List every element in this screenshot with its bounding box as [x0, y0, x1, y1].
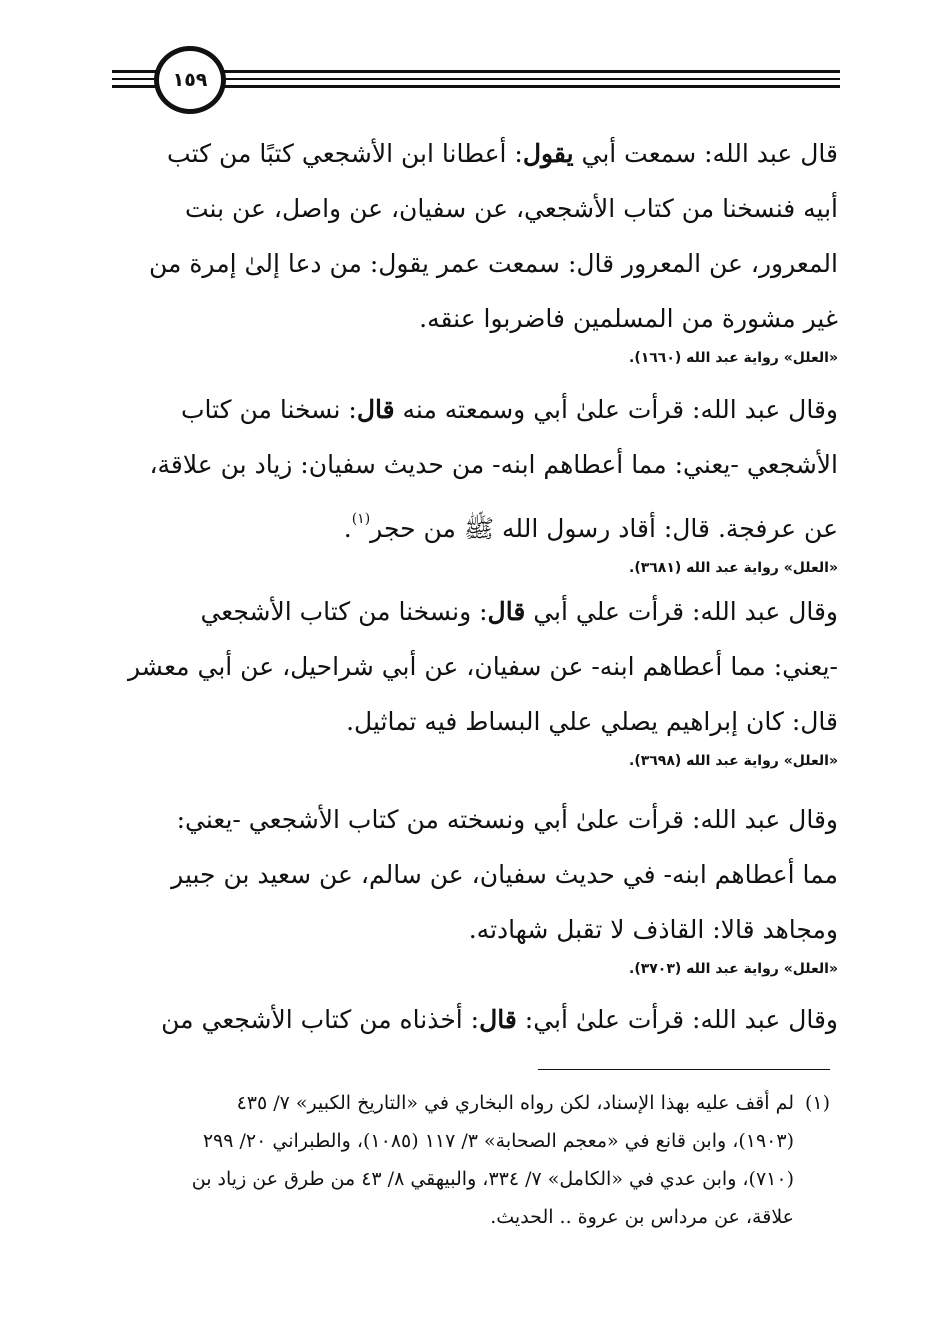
- narration-line: -يعني: مما أعطاهم ابنه- عن سفيان، عن أبي شراحيل، عن أبي معشر: [128, 652, 838, 681]
- footnote-number: (١): [804, 1092, 830, 1114]
- footnote-line: (١٩٠٣)، وابن قانع في «معجم الصحابة» ٣/ ١١٧ (١٠٨٥)، والطبراني ٢٠/ ٢٩٩: [202, 1130, 794, 1152]
- footnote-line: (٧١٠)، وابن عدي في «الكامل» ٧/ ٣٣٤، والبيهقي ٨/ ٤٣ من طرق عن زياد بن: [191, 1168, 794, 1190]
- source-reference: «العلل» رواية عبد الله (١٦٦٠).: [629, 350, 838, 366]
- narration-line: عن عرفجة. قال: أقاد رسول الله ﷺ من حجر$^{(١)}$.: [343, 511, 838, 543]
- narration-line: قال: كان إبراهيم يصلي علي البساط فيه تماثيل.: [346, 707, 838, 736]
- narration-line: المعرور، عن المعرور قال: سمعت عمر يقول: من دعا إلىٰ إمرة من: [148, 249, 838, 278]
- source-reference: «العلل» رواية عبد الله (٣٦٨١).: [629, 560, 838, 576]
- narration-line: قال عبد الله: سمعت أبي يقول: أعطانا ابن الأشجعي كتبًا من كتب: [167, 139, 838, 168]
- narration-block: [110, 584, 838, 771]
- narration-line: وقال عبد الله: قرأت علىٰ أبي ونسخته من كتاب الأشجعي -يعني:: [176, 805, 838, 834]
- footnote-separator: [538, 1069, 830, 1070]
- narration-line: وقال عبد الله: قرأت علي أبي قال: ونسخنا من كتاب الأشجعي: [200, 597, 838, 626]
- narration-block: [110, 382, 838, 578]
- narration-line: وقال عبد الله: قرأت علىٰ أبي: قال: أخذناه من كتاب الأشجعي من: [161, 1005, 838, 1034]
- page-number: ١٥٩: [154, 46, 226, 114]
- narration-block: [110, 992, 838, 1047]
- narration-line: ومجاهد قالا: القاذف لا تقبل شهادته.: [468, 915, 838, 944]
- page-header: [112, 44, 840, 110]
- source-reference: «العلل» رواية عبد الله (٣٧٠٣).: [629, 961, 838, 977]
- footnote-marker[interactable]: (١): [351, 511, 371, 527]
- source-reference: «العلل» رواية عبد الله (٣٦٩٨).: [629, 753, 838, 769]
- narration-block: [110, 792, 838, 979]
- narration-line: الأشجعي -يعني: مما أعطاهم ابنه- من حديث سفيان: زياد بن علاقة،: [149, 450, 838, 479]
- footnote-line: (١)لم أقف عليه بهذا الإسناد، لكن رواه البخاري في «التاريخ الكبير» ٧/ ٤٣٥: [104, 1084, 830, 1122]
- narration-block: [110, 126, 838, 368]
- footnote: [104, 1084, 830, 1236]
- narration-line: وقال عبد الله: قرأت علىٰ أبي وسمعته منه قال: نسخنا من كتاب: [180, 395, 838, 424]
- footnote-line: علاقة، عن مرداس بن عروة .. الحديث.: [490, 1206, 794, 1228]
- narration-line: غير مشورة من المسلمين فاضربوا عنقه.: [419, 304, 838, 333]
- narration-line: أبيه فنسخنا من كتاب الأشجعي، عن سفيان، عن واصل، عن بنت: [184, 194, 838, 223]
- narration-line: مما أعطاهم ابنه- في حديث سفيان، عن سالم، عن سعيد بن جبير: [171, 860, 838, 889]
